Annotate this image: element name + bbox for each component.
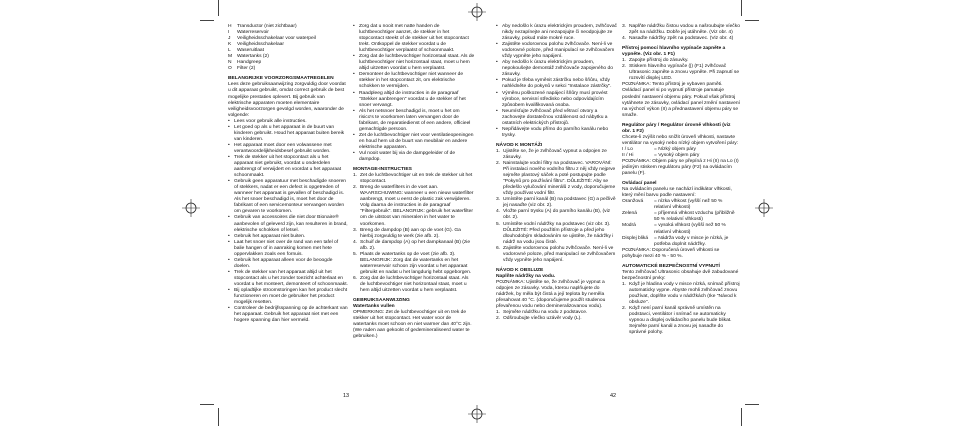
crop-mark xyxy=(218,0,219,16)
paragraph: Na ovládacím panelu se nachází indikátor vlhkosti, který mění barvu podle nastavení: xyxy=(622,187,732,199)
step-item: 4. Schuif de dampdop (A) op het dampkanaal (B) (zie afb. 2). xyxy=(353,239,471,251)
section-heading: NÁVOD K OBSLUZE xyxy=(496,267,544,273)
crop-mark xyxy=(745,20,759,21)
list-item: • Trek de stekker van het apparaat altijd uit het stopcontact als u het zonder toezicht achterlaat en voordat u het monteert, demonteert of schoonmaakt. xyxy=(228,269,348,287)
part-item: J Veiligheidsschakelaar voor waterpeil xyxy=(228,36,316,42)
step-item: 4. Vložte parní trysku (A) do parního kanálu (B), (viz obr. 2). xyxy=(496,209,611,221)
step-item: 2. Odšroubujte víečko uzávěr vody (L). xyxy=(496,316,582,322)
page-number-right: 42 xyxy=(610,393,617,399)
step-item: 2. Stiskem hlavního vypínače (|) (F1) zvlhčovač Ultrasonic zapněte a znovu vypněte. Při zapnutí se rozsvítí displej LED. xyxy=(622,64,740,82)
indicator-row: Zelená = příjemná vlhkost vzduchu (přibližně 50 % relativní vlhkosti) xyxy=(622,211,735,223)
indicator-row: Oranžová = nízka vlhkost (vyšší než 50 % relativní vlhkosti) xyxy=(622,199,723,211)
list-item: • Het apparaat moet door een volwassene met verantwoordelijkheidsbesef gebruikt worden. xyxy=(228,142,332,154)
step-item: 6. Zajistěte vodorovnou polohu zvlhčovače. Není-li ve vodorovné poloze, před manipulací se zvlhčovačem vždy vypněte jeho napájení. xyxy=(496,245,616,263)
registration-mark xyxy=(182,199,200,217)
column-3 xyxy=(496,24,618,322)
list-item: • Gebruik van accessoires die niet door Bionaire® aanbevolen of geleverd zijn, kan resulteren in brand, elektrische schokken of letsel. xyxy=(228,215,348,233)
crop-mark xyxy=(741,0,742,16)
setting-row: II / Hi = Vysoký objem páry xyxy=(622,152,700,158)
note: POZNÁMKA: Doporučená úroveň vlhkosti se pohybuje mezi 40 % - 50 %. xyxy=(622,247,720,259)
step-item: 2. Breng de waterfilters in de voet aan. WAARSCHUWING: wanneer u een nieuw waterfilter aanbrengt, moet u eerst de plastic zak verwijderen. Volg daarna de instructies in de paragraaf "Filtergebruik". BELANGRIJK: gebruik het waterfilter om de uitstoot van mineralen in het water te voorkomen. xyxy=(353,185,474,227)
registration-mark xyxy=(468,3,486,21)
list-item: • Aby nedošlo k úrazu elektrickým proudem, zvlhčovač nikdy nezapínejte ani nezapojujte či neodpojujte ze zásuvky, pokud máte mokré ruce. xyxy=(496,24,617,42)
step-item: 4. Nasaďte nádržky zpět na podstavec. (Viz obr. 4) xyxy=(622,36,734,42)
section-heading: GEBRUIKSAANWIJZING xyxy=(353,298,410,304)
part-item: M Watertanks (2) xyxy=(228,54,269,60)
section-heading: Ovládací panel xyxy=(622,181,657,187)
list-item: • Nepřidávejte vodu přímo do parního kanálu nebo trysky. xyxy=(496,126,609,138)
step-item: 5. Umístěte vodní nádržky na podstavec (viz obr. 3). DŮLEŽITÉ: Před použitím přístroje a před jeho dlouhodobým skladováním se ujistěte, že nádržky i nádrž na vodu jsou čisté. xyxy=(496,221,614,245)
step-item: 2. Nainstalujte vodní filtry na podstavec. VAROVÁNÍ: Při instalaci nového vodního filtru z něj vždy nejprve sejměte plastový sáček a poté postupujte podle "Pokynů pro používání filtru". DŮLEŽITÉ: Aby se předešlo vylučování minerálů z vody, doporučujeme vždy používat vodní filtr. xyxy=(496,161,616,197)
paragraph: OPMERKING: Zet de luchtbevochtiger uit en trek de stekker uit het stopcontact. Het water voor de watertanks moet schoon en niet warmer dan 40°C zijn. (We raden aan gekookt of gedemineraliseerd water te gebruiken.) xyxy=(353,310,472,340)
list-item: • Vul nooit water bij via de dampgeleider of de dampdop. xyxy=(353,150,456,163)
note: POZNÁMKA: Tento přístroj je vybaven paměti. Ovládací panel si po vypnutí přístroje pamatuje poslední nastavení objemu páry. Pokud však přístroj vytáhnete ze zásuvky, ovládací panel změní nastavení na výchozí výkon (II) a přednastavení objemu páry se smaže. xyxy=(622,82,740,118)
step-item: 1. Ujistěte se, že je zvlhčovač vypnut a odpojen ze zásuvky. xyxy=(496,148,607,160)
list-item: • Gebruik het apparaat alleen voor de beoogde doelen. xyxy=(228,257,333,269)
list-item: • Gebruik geen apparatuur met beschadigde snoeren of stekkers, nadat er een defect is opgetreden of wanneer het apparaat is gevallen of beschadigd is. Als het snoer beschadigd is, moet het door de fabrikant of een servicemonteur vervangen worden om gevaren te voorkomen. xyxy=(228,179,347,215)
part-item: L Waseruitlaat xyxy=(228,48,264,54)
crop-mark xyxy=(745,404,759,405)
list-item: • Lees voor gebruik alle instructies. xyxy=(228,118,307,124)
step-item: 5. Plaats de watertanks op de voet (zie afb. 3). BELANGRIJK: Zorg dat de watertanks en het waterreservoir schoon zijn voordat u het apparaat gebruikt en nadat u het langdurig hebt opgeborgen. xyxy=(353,251,472,275)
subheading: Naplňte nádržky na vodu. xyxy=(496,273,556,279)
registration-mark xyxy=(468,405,486,423)
crop-mark xyxy=(200,404,214,405)
list-item: • Výměnu poškozené napájecí šňůry musí provést výrobce, servisní středisko nebo odpovídajícím způsobem kvalifikovaná osoba. xyxy=(496,90,608,108)
part-item: N Handgreep xyxy=(228,60,262,66)
paragraph: Tento zvlhčovač Ultrasonic obsahuje dvě zabudované bezpečnostní prvky: xyxy=(622,269,739,281)
step-item: 1. Když je hladina vody v misce nízká, snímač přístroj automaticky vypne. Abyste mohli zvlhčovač znovu používat, doplňte vodu v nádržkách (Ike "Návod k obsluze". xyxy=(622,281,740,306)
setting-row: I / Lo = Nízký objem páry xyxy=(622,146,696,152)
section-heading: Přístroj pomocí hlavního vypínače zapněte a vypněte. (Viz obr. 1 F1) xyxy=(622,46,726,58)
note: POZNÁMKA: Objem páry se přepíná z Hi (II) na Lo (I) jediným stiskem regulátoru páry (F2) na ovládacím panelu (F). xyxy=(622,158,739,177)
step-item: 3. Naplňte nádržku čistou vodou a našroubujte víečko zpět na nádržku. Dobře jej utáhněte. (Viz obr. 4) xyxy=(622,24,740,36)
part-item: I Waterreservoir xyxy=(228,30,269,36)
list-item: • Raadpleeg altijd de instructies in de paragraaf "Stekker aanbrengen" voordat u de stekker of het snoer vervangt. xyxy=(353,90,466,108)
crop-mark xyxy=(741,408,742,426)
list-item: • Zorg dat u nooit met natte handen de luchtbevochtiger aanzet, de stekker in het stopcontact steekt of de stekker uit het stopcontact trekt. Ontkoppel de stekker voordat u de luchtbevochtiger verplaatst of schoonmaakt. xyxy=(353,24,469,54)
paragraph: POZNÁMKA: Ujistěte se, že zvlhčovač je vypnut a odpojen ze zásuvky. Voda, kterou naplňujete do nádržek, by měla být čistá a její teplota by neměla přesahovat 40 °C. (doporučujeme použít studenou převařenou vodu nebo demineralizovanou vodu). xyxy=(496,279,606,310)
list-item: • Demonteer de luchtbevochtiger niet wanneer de stekker in het stopcontact zit, om elektrische schokken te vermijden. xyxy=(353,72,464,90)
subheading: Watertanks vullen xyxy=(353,304,395,310)
part-item: O Filter (2) xyxy=(228,66,256,72)
step-item: 1. Zapojte přístroj do zásuvky. xyxy=(622,58,689,64)
list-item: • Gebruik het apparaat niet buiten. xyxy=(228,233,306,239)
step-item: 2. Když není parní kanál správně umístěn na podstavci, ventilátor i snímač se automaticky vypnou a displej ovládacího panelu bude blikat. Sejměte parní kanál a znovu jej nasaďte do správné polohy. xyxy=(622,306,732,336)
part-item: H Transductor (niet zichtbaar) xyxy=(228,24,297,29)
list-item: • Bij opladtijke stroomstoringen kan het product slecht functioneren en moet de gebruiker het product mogelijk resetten. xyxy=(228,288,348,306)
column-2 xyxy=(353,24,475,340)
list-item: • Neumísťujte zvlhčovač před větrací otvory a zachovejte dostatečnou vzdálenost od nábytku a ostatních elektrických přístrojů. xyxy=(496,108,608,126)
page-number-left: 13 xyxy=(343,393,350,399)
list-item: • Let goed op als u het apparaat in de buurt van kinderen gebruikt. Houd het apparaat buiten bereik van kinderen. xyxy=(228,124,345,142)
indicator-row: Modrá = vysoká vlhkost (vyšší než 50 % relativní vlhkosti) xyxy=(622,223,726,235)
paragraph: Lees deze gebruiksaanwijzing zorgvuldig door voordat u dit apparaat gebruikt, omdat correct gebruik de best mogelijke prestaties oplevert. Bij gebruik van elektrische apparaten moeten elementaire veiligheidsvoorzorgen gevolgd worden, waaronder de volgende: xyxy=(228,82,346,118)
list-item: • Trek de stekker uit het stopcontact als u het apparaat niet gebruikt, voordat u onderdelen aanbrengt of verwijdert en voordat u het apparaat schoonmaakt. xyxy=(228,154,342,179)
indicator-row: Displej bliká = Nádrža vody v misce je nízká, je potřeba doplnit nádržky. xyxy=(622,235,729,247)
list-item: • Pokud je třeba vyměnit zástrčku nebo šňůru, vždy nahlédněte do pokynů v sekci "Instalace zástrčky". xyxy=(496,78,612,90)
section-heading: AUTOMATICKÉ BEZPEČNOSTNÍ VYPNUTÍ xyxy=(622,263,720,269)
list-item: • Als het netsnoer beschadigd is, moet u het om risico's te voorkomen laten vervangen door de fabrikant, de reparatiedienst of een andere, officieel gemachtigde persoon. xyxy=(353,108,471,132)
section-heading: Regulátor páry / Regulátor úrovně vlhkosti (viz obr. 1 F2) xyxy=(622,122,731,134)
parts-list xyxy=(228,24,348,72)
column-4 xyxy=(622,24,740,336)
section-heading: BELANGRIJKE VOORZORGSMAATREGELEN xyxy=(228,76,334,82)
step-item: 1. Sejměte nádržku na vodu z podstavce. xyxy=(496,310,588,316)
step-item: 3. Umístěte parní kanál (B) na podstavec (G) a pečlivě jej nasaďte (viz obr. 2). xyxy=(496,197,616,209)
list-item: • Zet de luchtbevochtiger niet voor ventilatieopeningen en houd hem uit de buurt van meubilair en andere elektrische apparaten. xyxy=(353,132,474,150)
section-heading: NÁVOD K MONTÁŽI xyxy=(496,142,543,148)
section-heading: MONTAGE-INSTRUCTIES xyxy=(353,167,412,173)
registration-mark xyxy=(755,199,773,217)
paragraph: Chcete-li zvýšit nebo snížit úroveň vlhkosti, nastavte ventilátor na vysoký nebo nízký objem vytvoření páry: xyxy=(622,134,739,146)
list-item: • Controleer de bedrijfsspanning op de achterkant van het apparaat. Gebruik het apparaat niet met een hogere spanning dan hier vermeld. xyxy=(228,306,348,324)
crop-mark xyxy=(200,20,214,21)
step-item: 1. Zet de luchtbevochtiger uit en trek de stekker uit het stopcontact. xyxy=(353,173,473,185)
list-item: • Zorg dat de luchtbevochtiger horizontaal staat. Als de luchtbevochtiger niet horizontaal staat, moet u hem altijd uitzetten voordat u hem verplaatst. xyxy=(353,54,475,72)
list-item: • Laat het snoer niet over de rand van een tafel of balie hangen of in aanraking komen met hete oppervlakken zoals een fornuis. xyxy=(228,239,339,257)
step-item: 3. Breng de dampdop (B) aan op de voet (G). Ga hierbij zorgvuldig te werk (zie afb. 2). xyxy=(353,227,461,239)
list-item: • Aby nedošlo k úrazu elektrickým proudem, nepokoušejte demontáž zvlhčovače zapojeného do zásuvky. xyxy=(496,60,613,78)
step-item: 6. Zorg dat de luchtbevochtiger horizontaal staat. Als de luchtbevochtiger niet horizontaal staat, moet u hem altijd uitzetten voordat u hem verplaatst. xyxy=(353,275,469,294)
column-1 xyxy=(228,24,348,324)
crop-mark xyxy=(218,408,219,426)
part-item: K Veiligheidsschakelaar xyxy=(228,42,285,48)
list-item: • Zajistěte vodorovnou polohu zvlhčovače. Není-li ve vodorovné poloze, před manipulací se zvlhčovačem vždy vypněte jeho napájení. xyxy=(496,42,615,60)
